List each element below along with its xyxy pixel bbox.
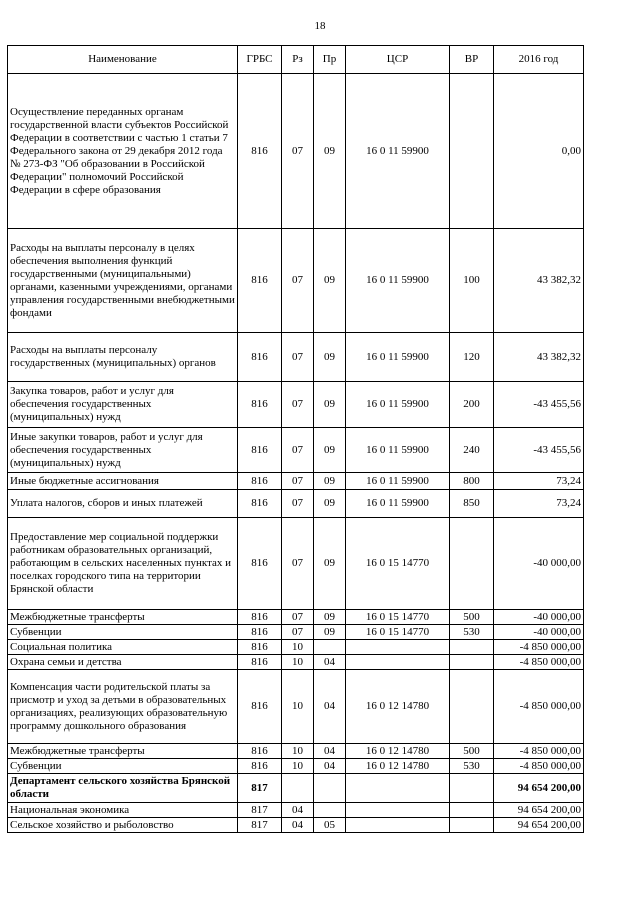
header-name: Наименование bbox=[8, 46, 238, 74]
table-row bbox=[8, 229, 584, 333]
budget-table bbox=[7, 45, 584, 833]
cell-vr bbox=[450, 803, 494, 818]
cell-csr bbox=[346, 640, 450, 655]
cell-rz: 07 bbox=[282, 333, 314, 382]
cell-grbs: 816 bbox=[238, 473, 282, 490]
cell-rz: 07 bbox=[282, 490, 314, 518]
cell-pr: 09 bbox=[314, 74, 346, 229]
cell-pr bbox=[314, 640, 346, 655]
cell-grbs: 816 bbox=[238, 670, 282, 744]
header-grbs: ГРБС bbox=[238, 46, 282, 74]
cell-amount: -43 455,56 bbox=[494, 382, 584, 428]
cell-grbs: 817 bbox=[238, 803, 282, 818]
cell-vr: 850 bbox=[450, 490, 494, 518]
cell-vr: 800 bbox=[450, 473, 494, 490]
cell-pr: 04 bbox=[314, 670, 346, 744]
table-row bbox=[8, 670, 584, 744]
cell-name: Департамент сельского хозяйства Брянской области bbox=[8, 774, 238, 803]
table-row bbox=[8, 759, 584, 774]
cell-pr: 05 bbox=[314, 818, 346, 833]
cell-rz: 10 bbox=[282, 640, 314, 655]
cell-name: Субвенции bbox=[8, 625, 238, 640]
cell-grbs: 816 bbox=[238, 759, 282, 774]
cell-grbs: 816 bbox=[238, 428, 282, 473]
cell-amount: 94 654 200,00 bbox=[494, 774, 584, 803]
cell-amount: 43 382,32 bbox=[494, 333, 584, 382]
cell-rz: 07 bbox=[282, 428, 314, 473]
cell-csr: 16 0 12 14780 bbox=[346, 670, 450, 744]
cell-pr bbox=[314, 803, 346, 818]
table-row bbox=[8, 744, 584, 759]
header-rz: Рз bbox=[282, 46, 314, 74]
cell-rz: 04 bbox=[282, 803, 314, 818]
header-vr: ВР bbox=[450, 46, 494, 74]
cell-name: Национальная экономика bbox=[8, 803, 238, 818]
cell-csr: 16 0 11 59900 bbox=[346, 333, 450, 382]
cell-name: Субвенции bbox=[8, 759, 238, 774]
cell-rz: 10 bbox=[282, 759, 314, 774]
cell-pr: 04 bbox=[314, 744, 346, 759]
cell-amount: -40 000,00 bbox=[494, 625, 584, 640]
cell-amount: 73,24 bbox=[494, 490, 584, 518]
header-csr: ЦСР bbox=[346, 46, 450, 74]
cell-name: Иные закупки товаров, работ и услуг для обеспечения государственных (муниципальных) нужд bbox=[8, 428, 238, 473]
cell-pr: 09 bbox=[314, 518, 346, 610]
cell-rz: 07 bbox=[282, 229, 314, 333]
cell-name: Осуществление переданных органам государственной власти субъектов Российской Федерации в соответствии с частью 1 статьи 7 Федерального закона от 29 декабря 2012 года № 273-ФЗ "Об образовании в Российской Федерации" полномочий Российской Федерации в сфере образования bbox=[8, 74, 238, 229]
cell-pr: 09 bbox=[314, 473, 346, 490]
cell-amount: 43 382,32 bbox=[494, 229, 584, 333]
cell-vr: 240 bbox=[450, 428, 494, 473]
table-row bbox=[8, 610, 584, 625]
cell-pr: 09 bbox=[314, 382, 346, 428]
cell-grbs: 817 bbox=[238, 818, 282, 833]
table-row bbox=[8, 774, 584, 803]
table-row bbox=[8, 625, 584, 640]
cell-vr: 120 bbox=[450, 333, 494, 382]
cell-csr: 16 0 11 59900 bbox=[346, 490, 450, 518]
cell-csr: 16 0 12 14780 bbox=[346, 744, 450, 759]
cell-vr bbox=[450, 74, 494, 229]
cell-grbs: 816 bbox=[238, 655, 282, 670]
cell-csr: 16 0 15 14770 bbox=[346, 518, 450, 610]
cell-grbs: 816 bbox=[238, 625, 282, 640]
cell-name: Сельское хозяйство и рыболовство bbox=[8, 818, 238, 833]
table-row bbox=[8, 74, 584, 229]
cell-name: Социальная политика bbox=[8, 640, 238, 655]
cell-csr: 16 0 15 14770 bbox=[346, 610, 450, 625]
cell-csr bbox=[346, 774, 450, 803]
cell-vr bbox=[450, 818, 494, 833]
cell-amount: -40 000,00 bbox=[494, 610, 584, 625]
cell-name: Компенсация части родительской платы за присмотр и уход за детьми в образовательных организациях, реализующих образовательную программу дошкольного образования bbox=[8, 670, 238, 744]
cell-grbs: 816 bbox=[238, 610, 282, 625]
cell-pr bbox=[314, 774, 346, 803]
cell-vr bbox=[450, 640, 494, 655]
cell-name: Расходы на выплаты персоналу в целях обеспечения выполнения функций государственными (муниципальными) органами, казенными учреждениями, органами управления государственными внебюджетными фондами bbox=[8, 229, 238, 333]
cell-name: Закупка товаров, работ и услуг для обеспечения государственных (муниципальных) нужд bbox=[8, 382, 238, 428]
cell-name: Уплата налогов, сборов и иных платежей bbox=[8, 490, 238, 518]
cell-grbs: 816 bbox=[238, 229, 282, 333]
table-row bbox=[8, 428, 584, 473]
cell-rz: 07 bbox=[282, 518, 314, 610]
page-number: 18 bbox=[314, 20, 326, 32]
cell-rz: 04 bbox=[282, 818, 314, 833]
cell-csr bbox=[346, 803, 450, 818]
cell-vr: 500 bbox=[450, 610, 494, 625]
cell-amount: -43 455,56 bbox=[494, 428, 584, 473]
cell-csr: 16 0 11 59900 bbox=[346, 382, 450, 428]
cell-vr: 100 bbox=[450, 229, 494, 333]
cell-pr: 09 bbox=[314, 229, 346, 333]
cell-rz: 07 bbox=[282, 74, 314, 229]
cell-vr bbox=[450, 655, 494, 670]
cell-pr: 09 bbox=[314, 610, 346, 625]
cell-grbs: 816 bbox=[238, 640, 282, 655]
cell-grbs: 816 bbox=[238, 74, 282, 229]
cell-pr: 04 bbox=[314, 655, 346, 670]
cell-name: Иные бюджетные ассигнования bbox=[8, 473, 238, 490]
table-row bbox=[8, 803, 584, 818]
cell-rz bbox=[282, 774, 314, 803]
cell-pr: 09 bbox=[314, 490, 346, 518]
cell-csr: 16 0 11 59900 bbox=[346, 473, 450, 490]
cell-amount: 73,24 bbox=[494, 473, 584, 490]
cell-grbs: 816 bbox=[238, 490, 282, 518]
cell-amount: -4 850 000,00 bbox=[494, 640, 584, 655]
cell-csr: 16 0 12 14780 bbox=[346, 759, 450, 774]
cell-csr: 16 0 11 59900 bbox=[346, 74, 450, 229]
table-row bbox=[8, 640, 584, 655]
cell-amount: -40 000,00 bbox=[494, 518, 584, 610]
cell-vr bbox=[450, 518, 494, 610]
cell-grbs: 817 bbox=[238, 774, 282, 803]
cell-rz: 10 bbox=[282, 670, 314, 744]
cell-csr: 16 0 15 14770 bbox=[346, 625, 450, 640]
cell-amount: -4 850 000,00 bbox=[494, 670, 584, 744]
cell-rz: 07 bbox=[282, 625, 314, 640]
cell-pr: 04 bbox=[314, 759, 346, 774]
cell-grbs: 816 bbox=[238, 382, 282, 428]
cell-csr: 16 0 11 59900 bbox=[346, 229, 450, 333]
table-row bbox=[8, 473, 584, 490]
cell-amount: -4 850 000,00 bbox=[494, 655, 584, 670]
cell-name: Межбюджетные трансферты bbox=[8, 610, 238, 625]
cell-pr: 09 bbox=[314, 625, 346, 640]
cell-amount: -4 850 000,00 bbox=[494, 759, 584, 774]
cell-vr bbox=[450, 670, 494, 744]
cell-vr: 500 bbox=[450, 744, 494, 759]
cell-grbs: 816 bbox=[238, 333, 282, 382]
cell-name: Охрана семьи и детства bbox=[8, 655, 238, 670]
cell-name: Межбюджетные трансферты bbox=[8, 744, 238, 759]
table-row bbox=[8, 333, 584, 382]
table-row bbox=[8, 655, 584, 670]
cell-rz: 07 bbox=[282, 473, 314, 490]
cell-grbs: 816 bbox=[238, 744, 282, 759]
cell-csr bbox=[346, 655, 450, 670]
cell-vr: 530 bbox=[450, 759, 494, 774]
cell-rz: 07 bbox=[282, 610, 314, 625]
cell-rz: 10 bbox=[282, 744, 314, 759]
cell-rz: 10 bbox=[282, 655, 314, 670]
table-row bbox=[8, 518, 584, 610]
cell-name: Предоставление мер социальной поддержки работникам образовательных организаций, работающим в сельских населенных пунктах и поселках городского типа на территории Брянской области bbox=[8, 518, 238, 610]
cell-grbs: 816 bbox=[238, 518, 282, 610]
cell-vr: 530 bbox=[450, 625, 494, 640]
cell-amount: 0,00 bbox=[494, 74, 584, 229]
header-year: 2016 год bbox=[494, 46, 584, 74]
cell-csr bbox=[346, 818, 450, 833]
cell-pr: 09 bbox=[314, 333, 346, 382]
cell-amount: 94 654 200,00 bbox=[494, 803, 584, 818]
table-row bbox=[8, 382, 584, 428]
cell-pr: 09 bbox=[314, 428, 346, 473]
header-pr: Пр bbox=[314, 46, 346, 74]
cell-rz: 07 bbox=[282, 382, 314, 428]
table-row bbox=[8, 490, 584, 518]
cell-amount: 94 654 200,00 bbox=[494, 818, 584, 833]
cell-amount: -4 850 000,00 bbox=[494, 744, 584, 759]
header-row bbox=[8, 46, 584, 74]
table-row bbox=[8, 818, 584, 833]
cell-csr: 16 0 11 59900 bbox=[346, 428, 450, 473]
cell-vr bbox=[450, 774, 494, 803]
cell-vr: 200 bbox=[450, 382, 494, 428]
cell-name: Расходы на выплаты персоналу государственных (муниципальных) органов bbox=[8, 333, 238, 382]
